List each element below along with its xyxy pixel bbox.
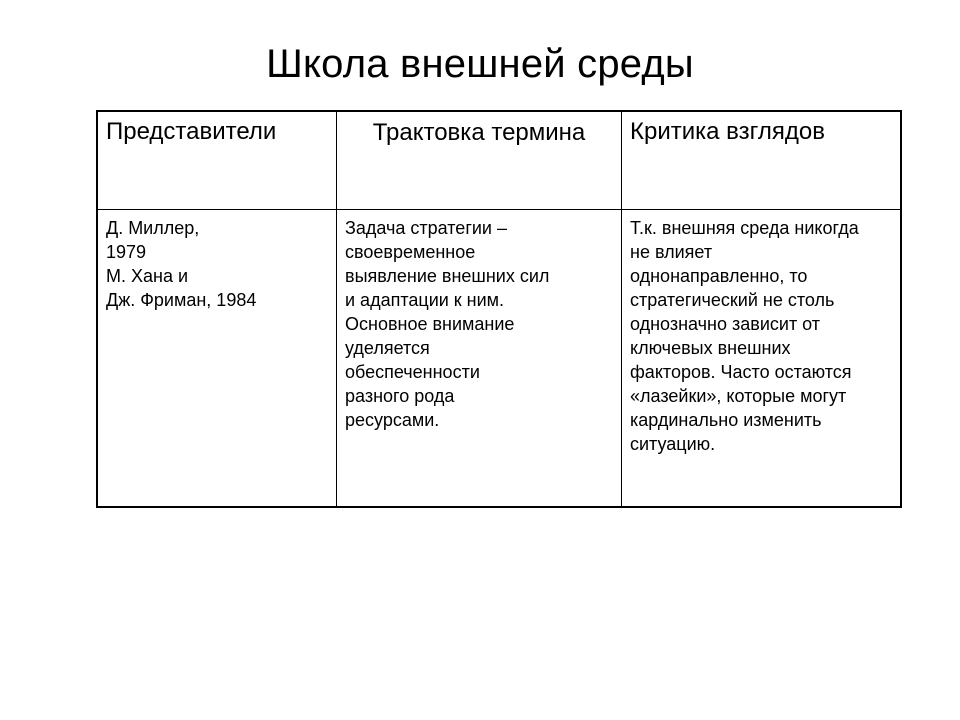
slide-title: Школа внешней среды [266, 42, 694, 86]
cell-criticism [622, 209, 902, 507]
text-line: Д. Миллер, [106, 217, 200, 238]
text-line: своевременное [345, 241, 476, 262]
text-line: стратегический не столь [630, 289, 835, 310]
text-line: не влияет [630, 241, 713, 262]
text-line: ситуацию. [630, 433, 716, 454]
text-line: разного рода [345, 385, 455, 406]
text-line: однозначно зависит от [630, 313, 821, 334]
text-line: М. Хана и [106, 265, 189, 286]
header-interpretation: Трактовка термина [337, 111, 622, 209]
text-line: «лазейки», которые могут [630, 385, 847, 406]
header-criticism: Критика взглядов [622, 111, 902, 209]
table-row [97, 209, 901, 507]
text-line: и адаптации к ним. [345, 289, 505, 310]
text-line: Дж. Фриман, 1984 [106, 289, 257, 310]
text-line: ресурсами. [345, 409, 440, 430]
text-line: ключевых внешних [630, 337, 791, 358]
text-line: однонаправленно, то [630, 265, 808, 286]
school-table [96, 110, 902, 508]
text-line: выявление внешних сил [345, 265, 550, 286]
text-line: факторов. Часто остаются [630, 361, 852, 382]
text-line: 1979 [106, 241, 147, 262]
text-line: уделяется [345, 337, 430, 358]
header-representatives: Представители [97, 111, 337, 209]
table-header-row [97, 111, 901, 209]
cell-interpretation [337, 209, 622, 507]
text-line: обеспеченности [345, 361, 480, 382]
text-line: кардинально изменить [630, 409, 822, 430]
text-line: Т.к. внешняя среда никогда [630, 217, 859, 238]
cell-representatives [97, 209, 337, 507]
text-line: Основное внимание [345, 313, 515, 334]
text-line: Задача стратегии – [345, 217, 507, 238]
